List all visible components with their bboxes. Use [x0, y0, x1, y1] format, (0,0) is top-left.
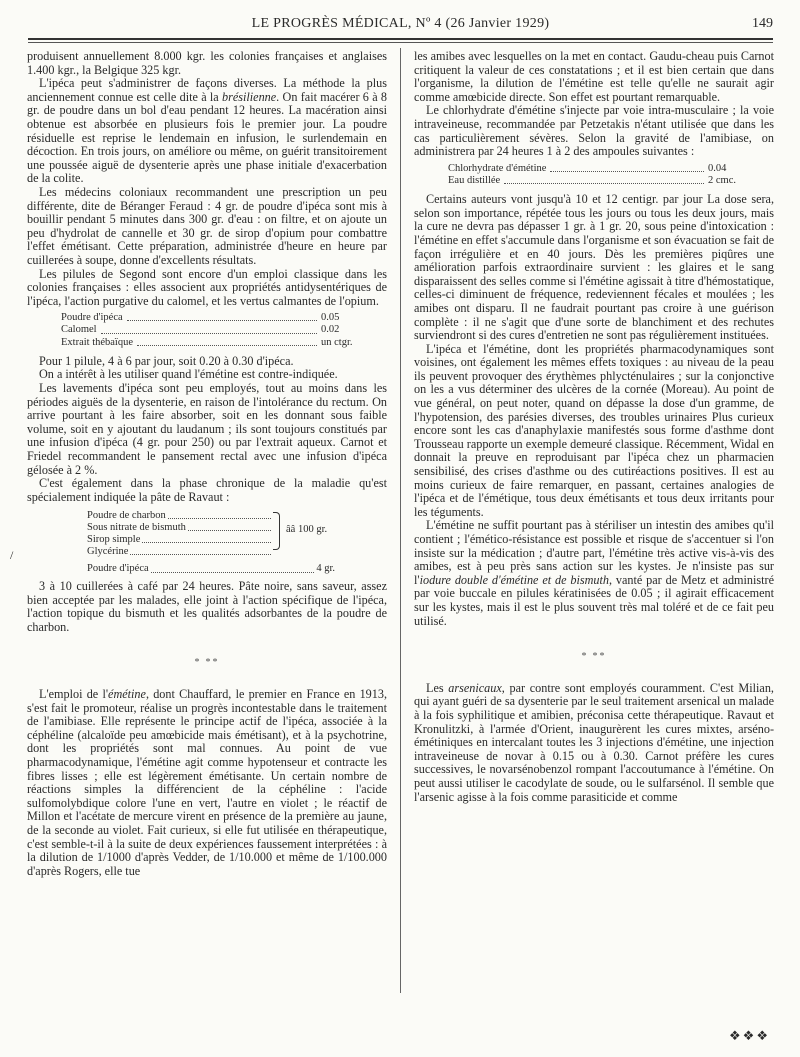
section-separator: * **: [581, 651, 607, 663]
right-column: [414, 50, 774, 804]
prescription-row: Poudre d'ipéca 0.05: [61, 312, 340, 324]
prescription-row: Calomel 0.02: [61, 324, 340, 336]
brace: [273, 512, 280, 550]
paragraph: L'émétine ne suffit pourtant pas à stériliser un intestin des amibes qu'il contient ; l'émético-résistance est possible et risque de s'accentuer si l'on insiste sur la médication ; d'autre part, l'émétine très active vis-à-vis des amibes, est à peu près sans action sur les kystes. Je n'insiste pas sur l'iodure double d'émétine et de bismuth, vanté par de Metz et administré par voie buccale en pilules kératinisées de 0.05 ; il agirait efficacement sur les kystes, mais il est le plus souvent très mal toléré et de ce fait peu utilisé.: [414, 518, 774, 628]
prescription-emetine: [448, 163, 774, 187]
left-column: [27, 50, 387, 878]
paragraph: On a intérêt à les utiliser quand l'émétine est contre-indiquée.: [39, 367, 338, 382]
paragraph: C'est également dans la phase chronique de la maladie qu'est spécialement indiquée la pâte de Ravaut :: [27, 476, 387, 504]
italic-term: iodure double d'émétine et de bismuth: [419, 572, 609, 587]
paragraph: Les pilules de Segond sont encore d'un emploi classique dans les colonies françaises : elles associent aux propriétés antidysentériques de l'ipéca, l'action purgative du calomel, et les vertus calmantes de l'opium.: [27, 266, 387, 308]
prescription-ravaut: [87, 510, 387, 558]
prescription-value: ââ 100 gr.: [286, 524, 328, 536]
paragraph: L'ipéca peut s'administrer de façons diverses. La méthode la plus anciennement connue est celle dite à la brésilienne. On fait macérer 6 à 8 gr. de poudre dans un bol d'eau pendant 12 heures. La macération ainsi obtenue est absorbée en plusieurs fois le premier jour. La poudre résiduelle est reprise le lendemain en infusion, le surlendemain en décoction. En trois jours, on améliore ou même, on guérit transitoirement une poussée aiguë de dysenterie après une phase initiale d'exacerbation de la colite.: [27, 76, 388, 186]
italic-term: émétine: [108, 686, 146, 701]
paragraph: Les médecins coloniaux recommandent une prescription un peu différente, dite de Béranger Feraud : 4 gr. de poudre d'ipéca sont mis à bouillir pendant 5 minutes dans 300 gr. d'eau : on filtre, et on ajoute un peu d'hydrolat de cannelle et 30 gr. de sirop d'opium pour combattre l'effet émétisant. Cette préparation, administrée d'heure en heure par cuillerées à soupe, donne d'excellents résultats.: [27, 184, 387, 267]
header-rule-thin: [28, 42, 773, 43]
prescription-row: Sirop simple: [87, 534, 273, 546]
prescription-row: Eau distillée 2 cmc.: [448, 174, 736, 186]
paragraph: L'ipéca et l'émétine, dont les propriétés pharmacodynamiques sont voisines, ont également les mêmes effets toxiques : au niveau de la peau ils peuvent provoquer des érythèmes phlycténulaires ; sur la conjonctive on les a vus déterminer des ulcères de la cornée (Moreau). Au point de vue général, on peut noter, quand on dépasse la dose d'un gramme, de l'hypotension, des parésies diverses, des troubles urinaires Plus curieux encore sont les cas d'anaphylaxie manifestés sous forme d'asthme dont Trousseau rapporte un exemple demeuré classique. Récemment, Widal en donnait la preuve en reproduisant par l'ipéca chez un pharmacien sensibilisé, des crises d'asthme ou des cutiréactions positives. Il est au moins curieux de faire remarquer, en passant, certaines analogies de l'ipéca et de l'émétique, tous deux émétisants et tous deux irritants pour les téguments.: [414, 341, 774, 519]
journal-title: LE PROGRÈS MÉDICAL, Nº 4 (26 Janvier 1929): [251, 16, 550, 31]
column-divider: [400, 48, 401, 993]
paragraph: Les arsenicaux, par contre sont employés couramment. C'est Milian, qui ayant guéri de sa dysenterie par le seul traitement arsenical un malade à la fois syphilitique et amibien, préconisa cette thérapeutique. Ravaut et Kronulitzki, à l'armée d'Orient, inaugurèrent les cures mixtes, arséno-émétiniques en intercalant toutes les 3 injections d'émétine, une injection intraveineuse de novar à 0.15 ou à 0.30. Carnot préfère les cures successives, le novarsénobenzol rompant l'accoutumance à l'émétine. On peut aussi utiliser le cacodylate de soude, ou le sulfarsénol. Il semble que l'arsenic agisse à la fois comme parasiticide et comme: [414, 680, 774, 804]
paragraph: produisent annuellement 8.000 kgr. les colonies françaises et anglaises 1.400 kgr., la Belgique 325 kgr.: [27, 49, 387, 77]
italic-term: brésilienne: [222, 89, 277, 104]
prescription-row: Glycérine: [87, 546, 273, 558]
prescription-row: Sous nitrate de bismuth: [87, 522, 273, 534]
paragraph: 3 à 10 cuillerées à café par 24 heures. Pâte noire, sans saveur, assez bien acceptée par les malades, elle joint à l'action spécifique de l'ipéca, l'action topique du bismuth et les qualités adsorbantes de la poudre de charbon.: [27, 579, 387, 634]
paragraph: Le chlorhydrate d'émétine s'injecte par voie intra-musculaire ; la voie intraveineuse, recommandée par Petzetakis n'étant utilisée que dans les cas particulièrement sévères. Selon la gravité de l'amibiase, on administrera par 24 heures 1 à 2 des ampoules suivantes :: [414, 103, 774, 159]
prescription-row: Poudre d'ipéca 4 gr.: [87, 563, 335, 575]
section-separator: * **: [194, 657, 220, 669]
prescription-row: Poudre de charbon: [87, 510, 273, 522]
prescription-row: Extrait thébaïque un ctgr.: [61, 336, 353, 348]
paragraph: Certains auteurs vont jusqu'à 10 et 12 centigr. par jour La dose sera, selon son importance, répétée tous les jours ou tous les deux jours, mais la cure ne devra pas dépasser 1 gr. à 1 gr. 20, sous peine d'intoxication : l'émétine en effet s'accumule dans l'organisme et son évacuation se fait de façon irrégulière et en 40 jours. Dès les premières piqûres une amélioration parfois extraordinaire survient : les glaires et le sang disparaissent des selles comme si l'émétine agissait à titre d'hémostatique, celles-ci diminuent de fréquence, redeviennent fécales et moulées ; les amibes ont disparu. Il ne faudrait pourtant pas croire à une guérison complète : il ne s'agit que d'une sorte de blanchiment et des rechutes surviendront si des cures d'entretien ne sont pas régulièrement instituées.: [414, 192, 774, 343]
paragraph: L'emploi de l'émétine, dont Chauffard, le premier en France en 1913, s'est fait le promoteur, réalise un progrès incontestable dans le traitement de l'amibiase. Elle représente le principe actif de l'ipéca, associée à la céphéline (alcaloïde peu amœbicide mais émétisant), et à la psychotrine, dont les propriétés sont mal connues. Au point de vue pharmacodynamique, l'émétine agit comme hypotenseur et contracte les fibres lisses ; elle est légèrement émétisante. Un certain nombre de réactions simples la différencient de la céphéline : l'acide sulfomolybdique colore l'une en vert, l'autre en violet ; le réactif de Millon et l'acétate de mercure virent en présence de la première au jaune, de la seconde au violet. Fait curieux, si elle fut utilisée en thérapeutique, c'est semble-t-il à la suite de deux expériences faussement interprétées : à la dilution de 1/1000 d'après Vedder, de 1/10.000 et même de 1/100.000 d'après Rogers, elle tue: [27, 686, 387, 878]
end-ornament: ❖❖❖: [729, 1028, 770, 1043]
italic-term: arsenicaux: [448, 680, 502, 695]
running-header: [28, 14, 773, 36]
margin-mark: /: [10, 548, 14, 562]
page-number: 149: [752, 16, 773, 31]
paragraph: Pour 1 pilule, 4 à 6 par jour, soit 0.20 à 0.30 d'ipéca.: [39, 353, 294, 368]
prescription-segond: [61, 312, 387, 349]
paragraph: Les lavements d'ipéca sont peu employés, tout au moins dans les périodes aiguës de la dysenterie, en raison de l'intolérance du rectum. On arrive pourtant à les faire absorber, soit en les donnant sous faible volume, soit en y ajoutant du laudanum ; ils sont toujours constitués par une infusion d'ipéca (4 gr. pour 250) ou par l'extrait aqueux. Carnot et Friedel recommandent le pansement rectal avec une infusion d'ipéca gélosée à 2 %.: [27, 381, 387, 477]
prescription-row: Chlorhydrate d'émétine 0.04: [448, 162, 727, 174]
header-rule-thick: [28, 38, 773, 40]
paragraph: les amibes avec lesquelles on la met en contact. Gaudu-cheau puis Carnot critiquent la valeur de ces constatations ; et il est bien certain que dans l'organisme, la dilution de l'émétine est telle qu'elle ne saurait agir comme amœbicide directe. Son effet est pourtant remarquable.: [414, 49, 774, 104]
